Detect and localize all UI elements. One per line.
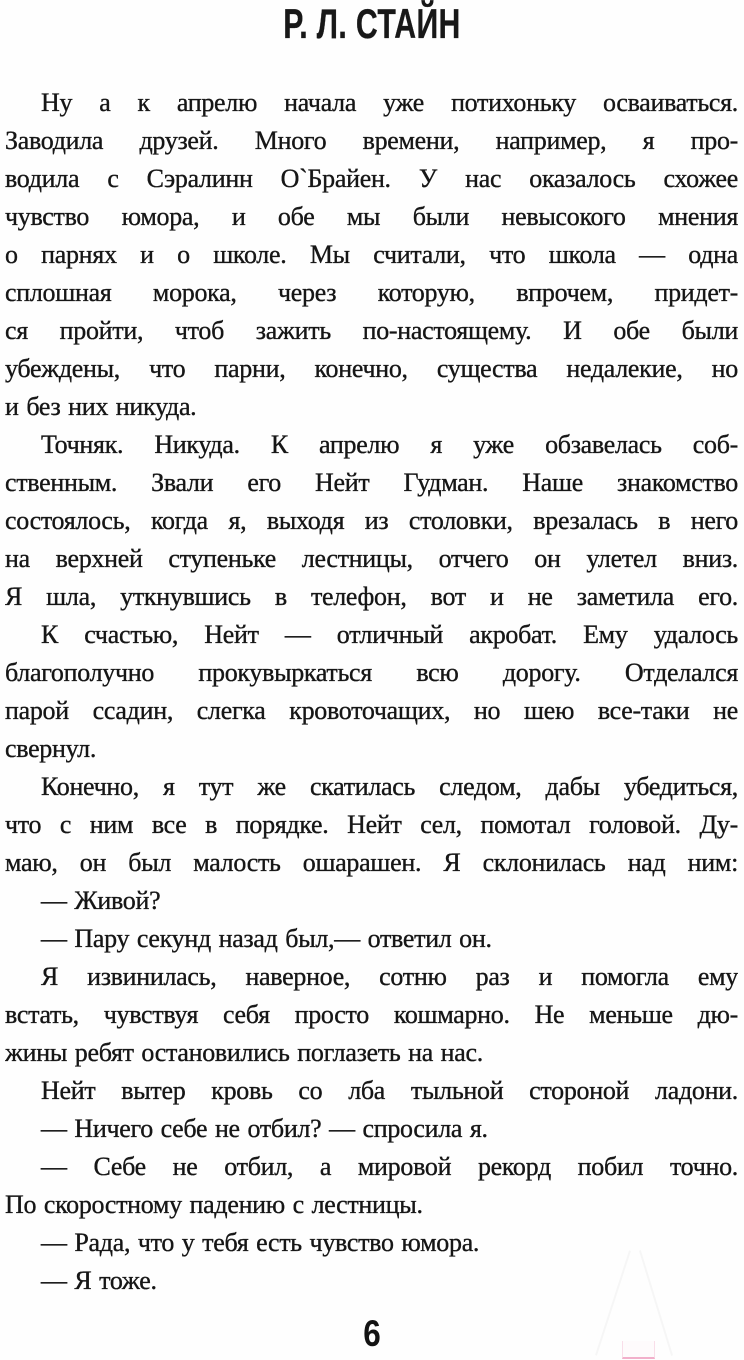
text-line: сплошная морока, через которую, впрочем, придет- (5, 278, 738, 307)
text-line: Точняк. Никуда. К апрелю я уже обзавелась соб- (41, 430, 738, 459)
text-line: благополучно прокувыркаться всю дорогу. Отделался (5, 658, 738, 687)
text-line: Нейт вытер кровь со лба тыльной стороной ладони. (41, 1076, 738, 1105)
text-line: ся пройти, чтоб зажить по-настоящему. И обе были (5, 316, 738, 345)
text-line: состоялось, когда я, выходя из столовки, врезалась в него (5, 506, 738, 535)
dialogue-line: — Себе не отбил, а мировой рекорд побил точно. (41, 1152, 738, 1181)
text-line: убеждены, что парни, конечно, существа недалекие, но (5, 354, 738, 383)
dialogue-line: — Рада, что у тебя есть чувство юмора. (41, 1228, 480, 1257)
text-line: о парнях и о школе. Мы считали, что школа — одна (5, 240, 738, 269)
text-line: чувство юмора, и обе мы были невысокого мнения (5, 202, 738, 231)
scan-pink-artifact (622, 1341, 655, 1359)
dialogue-line: — Пару секунд назад был,— ответил он. (41, 924, 492, 953)
text-line: ственным. Звали его Нейт Гудман. Наше знакомство (5, 468, 738, 497)
text-line: По скоростному падению с лестницы. (5, 1190, 423, 1219)
text-line: К счастью, Нейт — отличный акробат. Ему удалось (41, 620, 738, 649)
dialogue-line: — Ничего себе не отбил? — спросила я. (41, 1114, 488, 1143)
page-header-author: Р. Л. СТАЙН (283, 0, 461, 47)
text-line: Заводила друзей. Много времени, например, я про- (5, 126, 738, 155)
text-line: водила с Сэралинн О`Брайен. У нас оказалось схожее (5, 164, 738, 193)
text-line: жины ребят остановились поглазеть на нас. (5, 1038, 483, 1067)
text-line: встать, чувствуя себя просто кошмарно. Не меньше дю- (5, 1000, 738, 1029)
text-line: Ну а к апрелю начала уже потихоньку осваиваться. (41, 88, 738, 117)
dialogue-line: — Я тоже. (41, 1266, 157, 1295)
text-line: Конечно, я тут же скатилась следом, дабы убедиться, (41, 772, 738, 801)
text-line: что с ним все в порядке. Нейт сел, помотал головой. Ду- (5, 810, 738, 839)
text-line: и без них никуда. (5, 392, 197, 421)
text-line: маю, он был малость ошарашен. Я склонилась над ним: (5, 848, 738, 877)
text-line: Я шла, уткнувшись в телефон, вот и не заметила его. (5, 582, 738, 611)
text-line: Я извинилась, наверное, сотню раз и помогла ему (41, 962, 738, 991)
dialogue-line: — Живой? (41, 886, 161, 915)
text-line: парой ссадин, слегка кровоточащих, но шею все-таки не (5, 696, 738, 725)
page-number: 6 (363, 1313, 381, 1354)
page-text (5, 84, 738, 1300)
text-line: на верхней ступеньке лестницы, отчего он улетел вниз. (5, 544, 738, 573)
text-line: свернул. (5, 734, 97, 763)
